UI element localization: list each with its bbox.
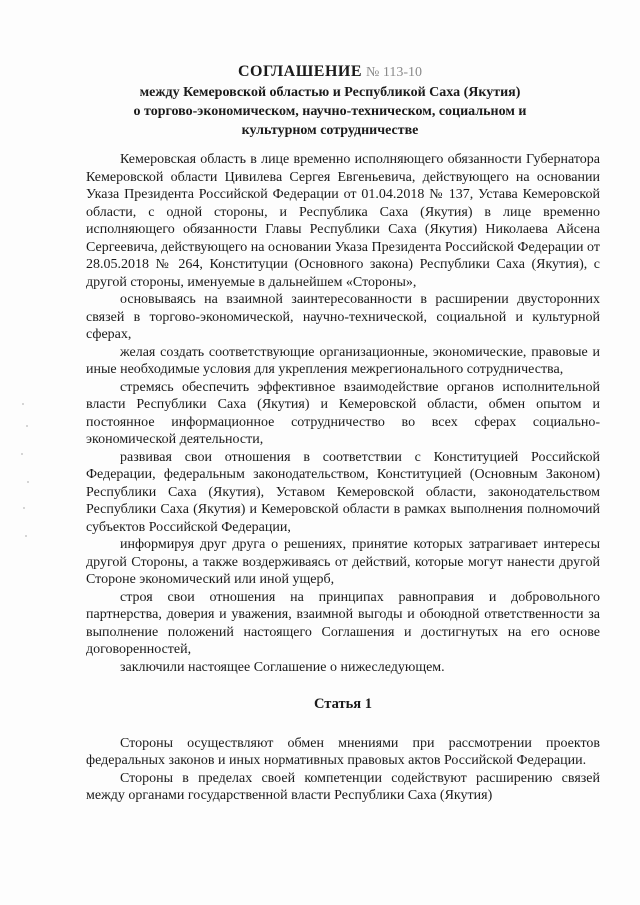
preamble-paragraph-principles: строя свои отношения на принципах равноправия и добровольного партнерства, доверия и уважения, взаимной выгоды и обоюдной ответственности за выполнение положений настоящего Соглашения и достигнутых на его основе договоренностей, xyxy=(86,589,600,657)
document-header xyxy=(60,62,600,140)
document-subtitle-line-3: культурном сотрудничестве xyxy=(241,123,419,138)
preamble-paragraph-cooperation: стремясь обеспечить эффективное взаимодействие органов исполнительной власти Республики Саха (Якутия) и Кемеровской области, обмен опытом и постоянное информационное сотрудничество во всех сферах социально-экономической деятельности, xyxy=(86,379,600,447)
document-body xyxy=(86,151,600,805)
article-1-paragraph-1: Стороны осуществляют обмен мнениями при рассмотрении проектов федеральных законов и иных нормативных правовых актов Российской Федерации. xyxy=(86,735,600,768)
preamble-paragraph-interest: основываясь на взаимной заинтересованности в расширении двусторонних связей в торгово-экономической, научно-технической, социальной и культурной сферах, xyxy=(86,292,600,342)
document-subtitle-line-2: о торгово-экономическом, научно-техническом, социальном и xyxy=(133,104,527,119)
preamble-paragraph-legislation: развивая свои отношения в соответствии с Конституцией Российской Федерации, федеральным законодательством, Конституцией (Основным Законом) Республики Саха (Якутия), Уставом Кемеровской области, законодательством Республики Саха (Якутия) и Кемеровской области в рамках выполнения полномочий субъектов Российской Федерации, xyxy=(86,449,600,535)
document-title-line xyxy=(60,62,600,83)
document-subtitle-line-1: между Кемеровской областью и Республикой Саха (Якутия) xyxy=(139,85,521,100)
article-1-paragraph-2: Стороны в пределах своей компетенции содействуют расширению связей между органами государственной власти Республики Саха (Якутия) xyxy=(86,770,600,803)
preamble-paragraph-conditions: желая создать соответствующие организационные, экономические, правовые и иные необходимые условия для укрепления межрегионального сотрудничества, xyxy=(86,344,600,377)
document-number: № 113-10 xyxy=(366,65,423,80)
preamble-paragraph-agreed: заключили настоящее Соглашение о нижеследующем. xyxy=(120,659,445,675)
document-title: СОГЛАШЕНИЕ xyxy=(237,63,363,80)
preamble-paragraph-parties: Кемеровская область в лице временно исполняющего обязанности Губернатора Кемеровской области Цивилева Сергея Евгеньевича, действующего на основании Указа Президента Российской Федерации от 01.04.2018 № 137, Устава Кемеровской области, с одной стороны, и Республика Саха (Якутия) в лице временно исполняющего обязанности Главы Республики Саха (Якутия) Николаева Айсена Сергеевича, действующего на основании Указа Президента Российской Федерации от 28.05.2018 № 264, Конституции (Основного закона) Республики Саха (Якутия), с другой стороны, именуемые в дальнейшем «Стороны», xyxy=(86,152,600,290)
preamble-paragraph-informing: информируя друг друга о решениях, принятие которых затрагивает интересы другой Стороны, а также воздерживаясь от действий, которые могут нанести другой Стороне экономический или иной ущерб, xyxy=(86,537,600,587)
margin-scan-marks xyxy=(18,395,32,555)
article-1-heading: Статья 1 xyxy=(314,696,372,712)
